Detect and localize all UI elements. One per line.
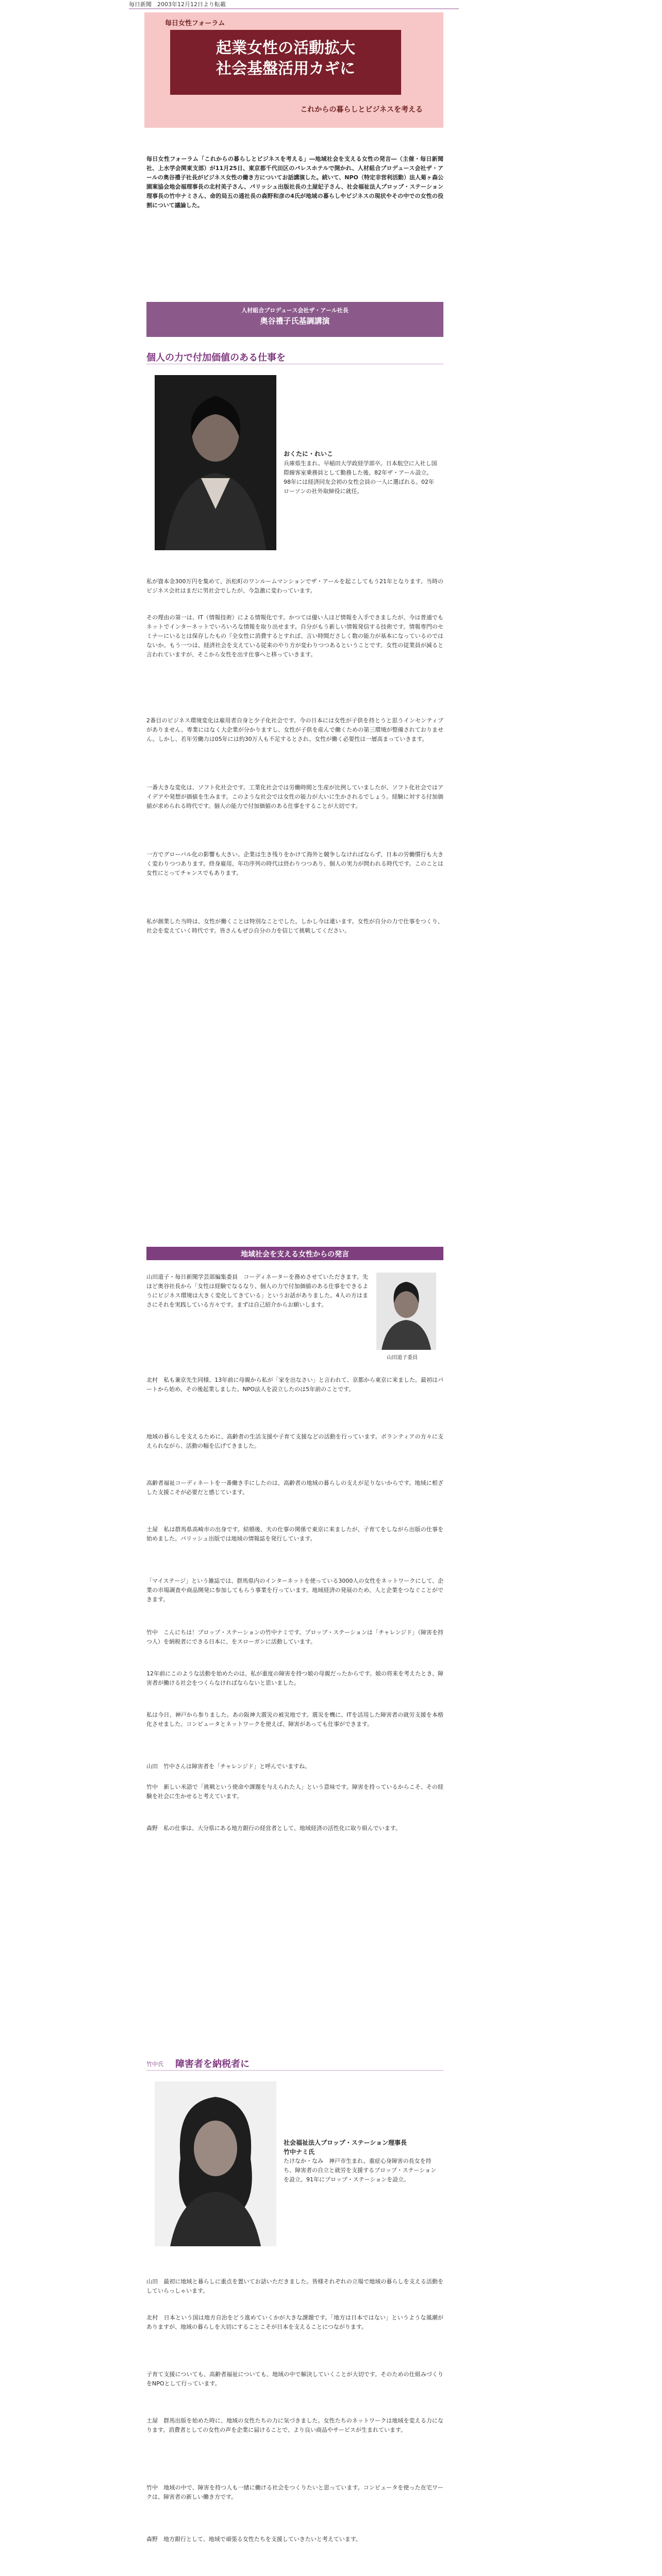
speaker-caption xyxy=(284,449,438,496)
takenaka-caption xyxy=(284,2138,438,2184)
headline-line-2: 社会基盤活用カギに xyxy=(216,60,355,78)
keynote-body-1: 私が資本金300万円を集めて、浜松町のワンルームマンションでザ・アールを起こしてもう21年となります。当時のビジネス会社はまだに男社会でしたが、今急激に変わっています。 xyxy=(146,578,443,594)
speaker-affiliation: 人材組合プロデュース会社ザ・アール社長 xyxy=(241,307,349,314)
panel-body-1: 北村 私も兼京先生同様、13年前に母親から私が「家を出なさい」と言われて、京都から東京に来ました。最初はパートから始め、その後起業しました。NPO法人を設立したのは5年前のことです。 xyxy=(146,1377,443,1393)
speaker-caption-text: 兵庫県生まれ。早稲田大学政経学部卒。日本航空に入社し国際線客室乗務員として勤務した後、82年ザ・アール設立。98年には経済同友会初の女性会員の一人に選ばれる。02年ローソンの社外取締役に就任。 xyxy=(284,460,437,495)
keynote-body-5: 一方でグローバル化の影響も大きい。企業は生き残りをかけて海外と競争しなければならず、日本の労働慣行も大きく変わりつつあります。終身雇用、年功序列の時代は終わりつつあり、個人の実力が問われる時代です。このことは女性にとってチャンスでもあります。 xyxy=(146,851,443,876)
closing-body-2: 北村 日本という国は地方自治をどう進めていくかが大きな課題です。「地方は日本ではない」というような風潮がありますが、地域の暮らしを大切にすることこそが日本を支えることにつながります。 xyxy=(146,2314,443,2330)
closing-body-6: 森野 地方銀行として、地域で頑張る女性たちを支援していきたいと考えています。 xyxy=(146,2536,361,2543)
takenaka-caption-text: たけなか・なみ 神戸市生まれ。重症心身障害の長女を持ち、障害者の自立と就労を支援するプロップ・ステーションを設立。91年にプロップ・ステーションを設立。 xyxy=(284,2158,437,2183)
headline-subtitle: これからの暮らしとビジネスを考える xyxy=(300,106,423,114)
panel-body-5: 「マイステージ」という雑誌では、群馬県内のインターネットを使っている3000人の女性をネットワークにして、企業の市場調査や商品開発に参加してもらう事業を行っています。地域経済の発展のため、人と企業をつなぐことができます。 xyxy=(146,1578,444,1603)
panel-body-3: 高齢者福祉コーディネートを一番働き手にしたのは、高齢者の地域の暮らしの支えが足りないからです。地域に根ざした支援こそが必要だと感じています。 xyxy=(146,1480,443,1496)
panel-body-9: 山田 竹中さんは障害者を「チャレンジド」と呼んでいますね。 xyxy=(146,1763,311,1770)
panel-section-band xyxy=(146,1247,443,1260)
panel-body-10: 竹中 新しい米語で「挑戦という使命や課題を与えられた人」という意味です。障害を持っているからこそ、その経験を社会に生かせると考えています。 xyxy=(146,1784,443,1800)
panel-body-6: 竹中 こんにちは！プロップ・ステーションの竹中ナミです。プロップ・ステーションは「チャレンジド」（障害を持つ人）を納税者にできる日本に、をスローガンに活動しています。 xyxy=(146,1629,443,1645)
section-heading-takenaka: 障害者を納税者に xyxy=(175,2059,250,2070)
speaker-photo xyxy=(155,375,276,550)
forum-label: 毎日女性フォーラム xyxy=(165,20,225,27)
panel-intro: 山田道子・毎日新聞学芸部編集委員 コーディネーターを務めさせていただきます。先ほど奥谷社長から「女性は経験でなるなり、個人の力で付加価値のある仕事をできるようにビジネス環境は大きく変化してきている」というお話がありました。4人の方はまさにそれを実践している方々です。まずは自己紹介からお願いします。 xyxy=(146,1274,368,1308)
lead-paragraph: 毎日女性フォーラム「これからの暮らしとビジネスを考える」―地域社会を支える女性の発言―（主催・毎日新聞社、上水学会関東支部）が11月25日、東京都千代田区のパレスホテルで開かれ、人材組合プロデュース会社ザ・アールの奥谷禮子社長がビジネス女性の働き方についてお話講演した。続いて、NPO（特定非営利活動）法人菊ヶ森公園案協会地会福理事長の北村美子さん、パリッシュ出版社長の土屋妃子さん、社会福祉法人プロップ・ステーション理事長の竹中ナミさん、命的局五の通社長の森野和彦の4氏が地域の暮らしやビジネスの現状やその中での女性の役割について議論した。 xyxy=(146,156,443,209)
headline-box xyxy=(144,12,443,128)
closing-body-5: 竹中 地域の中で、障害を持つ人も一緒に働ける社会をつくりたいと思っています。コンピュータを使った在宅ワークは、障害者の新しい働き方です。 xyxy=(146,2484,443,2500)
takenaka-caption-org: 社会福祉法人プロップ・ステーション理事長 xyxy=(284,2139,407,2146)
headline-line-1: 起業女性の活動拡大 xyxy=(216,39,355,57)
takenaka-photo xyxy=(155,2081,276,2246)
section-side-label-takenaka: 竹中氏 xyxy=(146,2061,163,2067)
top-divider xyxy=(129,8,459,9)
panel-body-2: 地域の暮らしを支えるために、高齢者の生活支援や子育て支援などの活動を行っています。ボランティアの方々に支えられながら、活動の幅を広げてきました。 xyxy=(146,1433,443,1449)
section-divider xyxy=(146,2070,443,2071)
article-page xyxy=(129,0,459,2576)
speaker-caption-name: おくたに・れいこ xyxy=(284,450,334,457)
moderator-photo-caption: 山田道子委員 xyxy=(387,1355,418,1361)
keynote-speaker-box xyxy=(146,302,443,337)
panel-body-8: 私は今日、神戸から参りました。あの阪神大震災の被災地です。震災を機に、ITを活用した障害者の就労支援を本格化させました。コンピュータとネットワークを使えば、障害があっても仕事ができます。 xyxy=(146,1711,443,1727)
keynote-body-2: その理由の第一は、IT（情報技術）による情報化です。かつては優い人ほど情報を入手できましたが、今は普通でもネットでインターネットでいろいろな情報を取り出せます。自分がもう新しい情報発信する技術です。情報専門のセミナーにいるとは保存したもの『全女性に消費するとすれば、言い時間ださしく数の能力が基本になっているのではないか。もう一つは、経済社会を支えている従来のやり方が変わりつつあるということです。女性の従業員が減ると言われていますが、そこから女性を出す仕事へと移っていきます。 xyxy=(146,614,443,658)
panel-body-7: 12年前にこのような活動を始めたのは、私が重度の障害を持つ娘の母親だったからです。娘の将来を考えたとき、障害者が働ける社会をつくらなければならないと思いました。 xyxy=(146,1670,443,1686)
panel-body-4: 土屋 私は群馬県高崎市の出身です。結婚後、夫の仕事の関係で東京に来ましたが、子育てをしながら出版の仕事を始めました。パリッシュ出版では地域の情報誌を発行しています。 xyxy=(146,1526,443,1542)
closing-body-3: 子育て支援についても、高齢者福祉についても、地域の中で解決していくことが大切です。そのための仕組みづくりをNPOとして行っています。 xyxy=(146,2371,443,2387)
takenaka-caption-name: 竹中ナミ氏 xyxy=(284,2148,315,2156)
closing-body-1: 山田 最初に地域と暮らしに重点を置いてお話いただきました。皆様それぞれの立場で地域の暮らしを支える活動をしていらっしゃいます。 xyxy=(146,2278,443,2294)
source-line: 毎日新聞 2003年12月12日より転載 xyxy=(129,1,226,8)
title-band xyxy=(170,30,401,95)
moderator-photo xyxy=(376,1273,436,1350)
section-heading-keynote: 個人の力で付加価値のある仕事を xyxy=(146,352,286,363)
closing-body-4: 土屋 群馬出版を始めた時に、地域の女性たちの力に気づきました。女性たちのネットワークは地域を変える力になります。消費者としての女性の声を企業に届けることで、より良い商品やサービスが生まれています。 xyxy=(146,2417,443,2433)
panel-section-title: 地域社会を支える女性からの発言 xyxy=(241,1250,349,1259)
speaker-name: 奥谷禮子氏基調講演 xyxy=(260,316,330,326)
keynote-body-6: 私が創業した当時は、女性が働くことは特別なことでした。しかし今は違います。女性が自分の力で仕事をつくり、社会を変えていく時代です。皆さんもぜひ自分の力を信じて挑戦してください。 xyxy=(146,918,443,934)
keynote-body-4: 一番大きな変化は、ソフト化社会です。工業化社会では労働時間と生産が比例していましたが、ソフト化社会ではアイデアや発想が価値を生みます。このような社会では女性の能力が大いに生かされるでしょう。経験に対する付加価値が求められる時代です。個人の能力で付加価値のある仕事をすることが大切です。 xyxy=(146,784,443,809)
keynote-body-3: 2番目のビジネス環境変化は雇用者自身と少子化社会です。今の日本には女性が子供を持とうと思うインセンティブがありません。専業にはなく大企業が分かりますし、女性が子供を産んで働くための第三環境が整備されておりません。しかし、若年労働力は05年には約30万人も不足するとされ、女性が働く必要性は一層高まっていきます。 xyxy=(146,717,443,742)
panel-body-11: 森野 私の仕事は、大分県にある地方銀行の経営者として、地域経済の活性化に取り組んでいます。 xyxy=(146,1825,401,1832)
